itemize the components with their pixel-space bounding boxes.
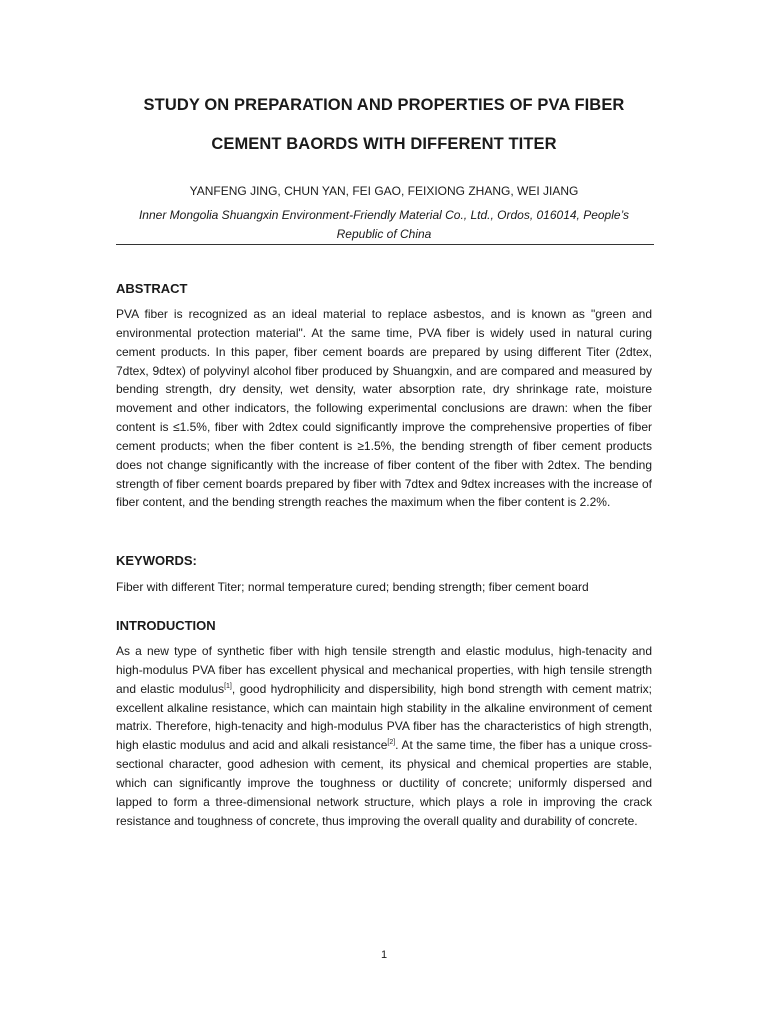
paper-title-line-2: CEMENT BAORDS WITH DIFFERENT TITER [211, 135, 557, 153]
intro-text-part-2: , good hydrophilicity and dispersibility, high bond strength with cement matrix; excellent alkaline resistance, which can maintain high stability in the alkaline environment of cement matrix. Therefore, high-tenacity and high-modulus PVA fiber has the characteristics of high strength, high elastic modulus and acid and alkali resistance [116, 681, 652, 753]
keywords-text: Fiber with different Titer; normal temperature cured; bending strength; fiber cement board [116, 580, 589, 594]
introduction-heading: INTRODUCTION [116, 618, 216, 633]
intro-text-part-1: As a new type of synthetic fiber with high tensile strength and elastic modulus, high-tenacity and high-modulus PVA fiber has excellent physical and mechanical properties, with high tensile strength and elastic modulus [116, 644, 652, 696]
citation-ref-1: [1] [224, 682, 232, 690]
abstract-text: PVA fiber is recognized as an ideal material to replace asbestos, and is known as "green and environmental protection material". At the same time, PVA fiber is widely used in natural curing cement products. In this paper, fiber cement boards are prepared by using different Titer (2dtex, 7dtex, 9dtex) of polyvinyl alcohol fiber produced by Shuangxin, and are compared and measured by bending strength, dry density, wet density, water absorption rate, dry shrinkage rate, moisture movement and other indicators, the following experimental conclusions are drawn: when the fiber content is ≤1.5%, fiber with 2dtex could significantly improve the comprehensive properties of fiber cement products; when the fiber content is ≥1.5%, the bending strength of fiber cement products does not change significantly with the increase of fiber content of the fiber with 2dtex. The bending strength of fiber cement boards prepared by fiber with 7dtex and 9dtex increases with the increase of fiber content, and the bending strength reaches the maximum when the fiber content is 2.2%. [116, 307, 652, 510]
citation-ref-2: [2] [387, 739, 396, 747]
paper-title-line-1: STUDY ON PREPARATION AND PROPERTIES OF PVA FIBER [143, 96, 625, 114]
author-list: YANFENG JING, CHUN YAN, FEI GAO, FEIXIONG ZHANG, WEI JIANG [189, 184, 579, 198]
page-number: 1 [380, 949, 388, 961]
affiliation: Inner Mongolia Shuangxin Environment-Friendly Material Co., Ltd., Ordos, 016014, People’s Republic of China [138, 208, 630, 241]
header-divider [116, 244, 654, 245]
introduction-text [116, 642, 652, 830]
keywords-heading: KEYWORDS: [116, 553, 197, 568]
abstract-heading: ABSTRACT [116, 281, 188, 296]
intro-text-part-3: . At the same time, the fiber has a unique cross-sectional character, good adhesion with cement, its physical and chemical properties are stable, which can significantly improve the toughness or ductility of concrete; uniformly dispersed and lapped to form a three-dimensional network structure, which plays a role in improving the crack resistance and toughness of concrete, thus improving the overall quality and durability of concrete. [116, 738, 652, 828]
